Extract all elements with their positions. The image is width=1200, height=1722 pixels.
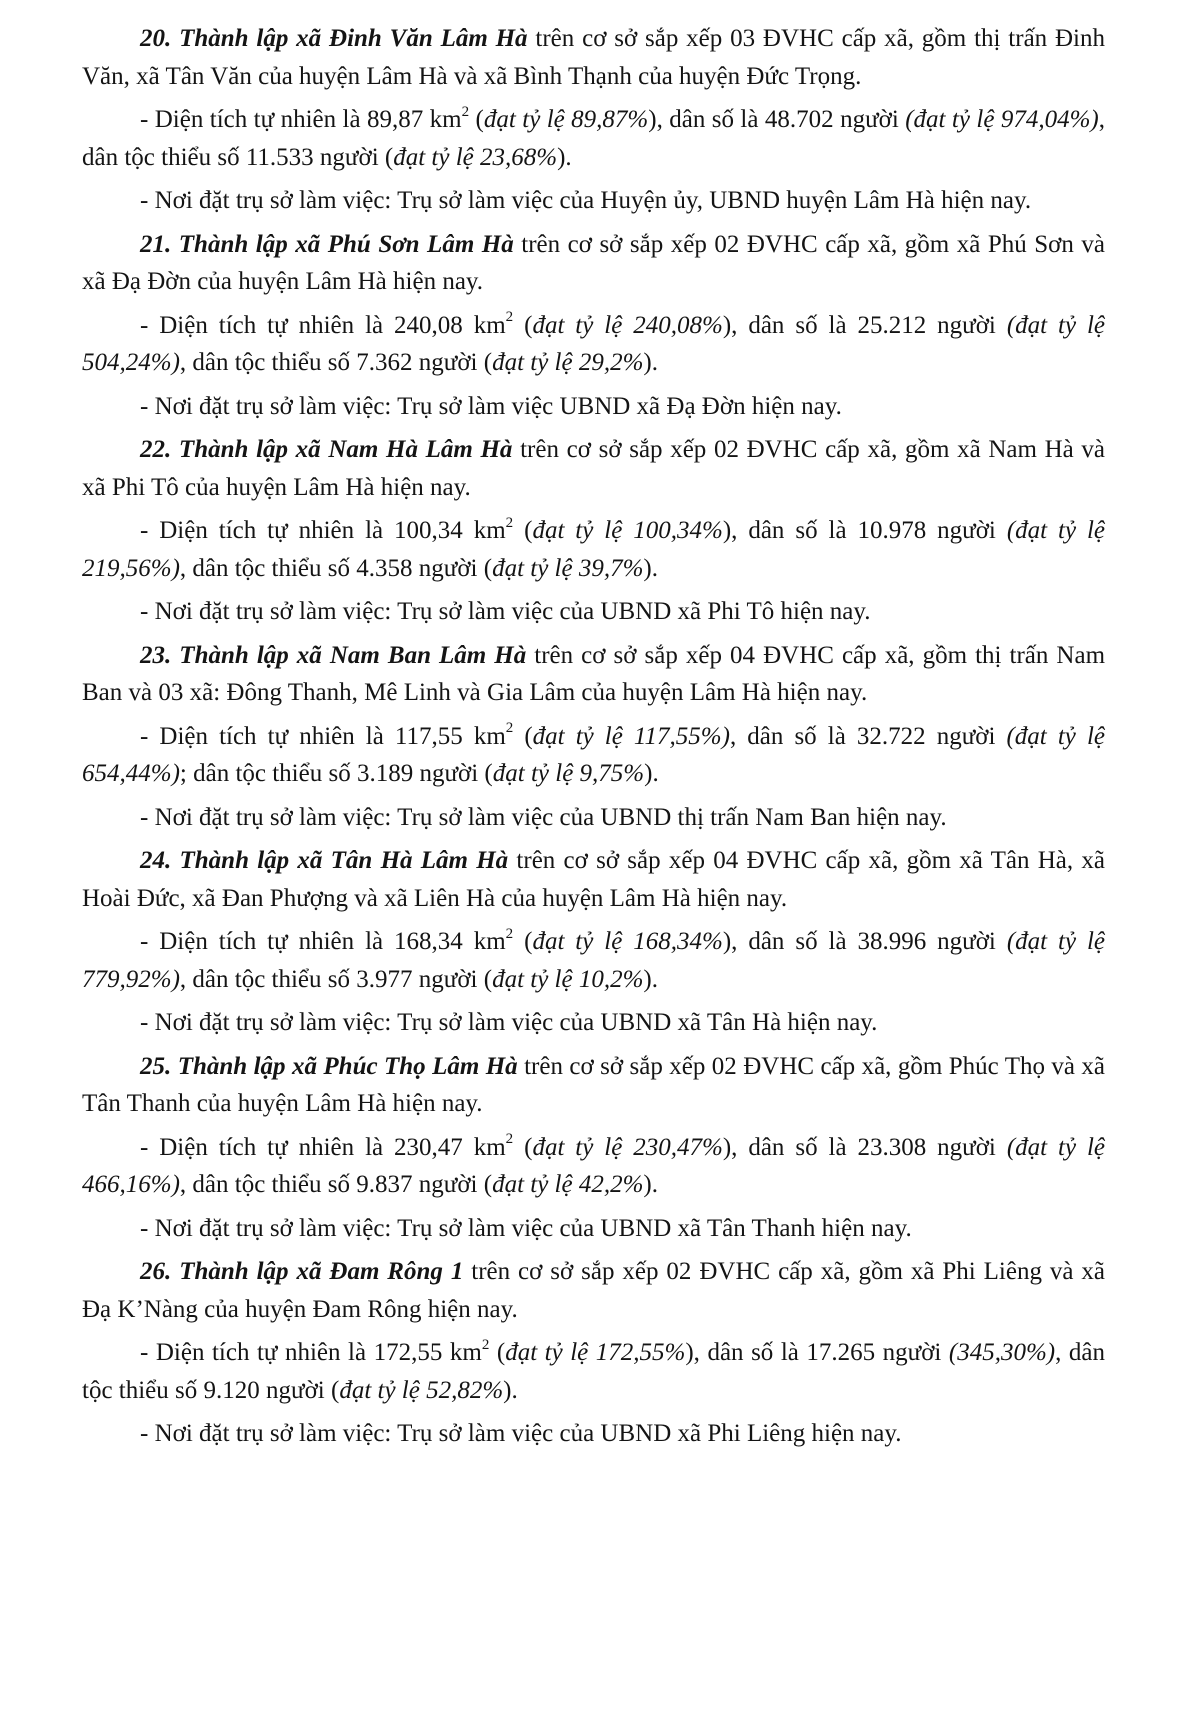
article-heading-paragraph <box>82 1048 1105 1123</box>
statistics-paragraph <box>82 923 1105 998</box>
area-ratio: đạt tỷ lệ 168,34% <box>532 928 723 955</box>
article-heading-paragraph <box>82 20 1105 95</box>
population-ratio: (đạt tỷ lệ 654,44%) <box>82 722 1105 787</box>
article-intro: trên cơ sở sắp xếp 04 ĐVHC cấp xã, gồm xã Tân Hà, xã Hoài Đức, xã Đan Phượng và xã Liên Hà của huyện Lâm Hà hiện nay. <box>82 847 1105 912</box>
area-ratio: đạt tỷ lệ 89,87% <box>483 106 649 133</box>
article-number: 23. <box>140 641 172 669</box>
article-intro: trên cơ sở sắp xếp 04 ĐVHC cấp xã, gồm thị trấn Nam Ban và 03 xã: Đông Thanh, Mê Linh và Gia Lâm của huyện Lâm Hà hiện nay. <box>82 641 1106 706</box>
area-ratio-close: ), dân số là <box>722 517 858 544</box>
area-value: 100,34 km <box>394 517 506 544</box>
area-label: - Diện tích tự nhiên là <box>140 311 395 339</box>
minority-ratio-close: ). <box>643 349 658 376</box>
article-number: 22. <box>140 436 172 463</box>
area-ratio-close: , dân số là <box>729 722 857 750</box>
area-label: - Diện tích tự nhiên là <box>140 722 395 750</box>
area-unit-superscript: 2 <box>505 1131 514 1148</box>
area-ratio-open: ( <box>489 1339 506 1366</box>
area-value: 117,55 km <box>394 722 506 750</box>
article-section <box>82 1048 1105 1248</box>
minority-ratio: đạt tỷ lệ 29,2% <box>492 349 644 376</box>
article-section <box>82 1253 1105 1453</box>
article-heading-paragraph <box>82 1253 1105 1328</box>
article-intro: trên cơ sở sắp xếp 03 ĐVHC cấp xã, gồm thị trấn Đinh Văn, xã Tân Văn của huyện Lâm Hà và xã Bình Thạnh của huyện Đức Trọng. <box>82 25 1106 90</box>
population-ratio: (đạt tỷ lệ 466,16%) <box>82 1133 1106 1198</box>
article-number: 24. <box>140 847 172 874</box>
minority-ratio-close: ). <box>644 760 659 787</box>
area-value: 172,55 km <box>373 1339 482 1366</box>
minority-ratio-close: ). <box>643 554 658 582</box>
article-title: Thành lập xã Đinh Văn Lâm Hà <box>179 25 528 52</box>
area-ratio-open: ( <box>469 106 484 133</box>
minority-value: 3.189 người ( <box>356 760 493 787</box>
article-intro: trên cơ sở sắp xếp 02 ĐVHC cấp xã, gồm xã Phi Liêng và xã Đạ K’Nàng của huyện Đam Rông hiện nay. <box>82 1258 1106 1323</box>
minority-label: , dân tộc thiểu số <box>179 349 357 376</box>
statistics-paragraph <box>82 512 1105 587</box>
area-ratio: đạt tỷ lệ 230,47% <box>532 1133 723 1161</box>
population-value: 38.996 người <box>857 928 1007 955</box>
article-section <box>82 20 1105 220</box>
area-unit-superscript: 2 <box>481 1336 490 1353</box>
area-ratio-open: ( <box>513 722 533 750</box>
area-ratio-close: ), dân số là <box>648 106 765 133</box>
area-label: - Diện tích tự nhiên là <box>140 928 395 955</box>
area-ratio-close: ), dân số là <box>685 1339 807 1366</box>
office-location-paragraph: - Nơi đặt trụ sở làm việc: Trụ sở làm việc của Huyện ủy, UBND huyện Lâm Hà hiện nay. <box>140 187 1032 214</box>
area-label: - Diện tích tự nhiên là <box>140 517 395 544</box>
minority-value: 9.837 người ( <box>356 1171 493 1198</box>
area-label: - Diện tích tự nhiên là <box>140 1133 395 1161</box>
minority-ratio: đạt tỷ lệ 52,82% <box>339 1376 504 1404</box>
office-location-paragraph: - Nơi đặt trụ sở làm việc: Trụ sở làm việc của UBND xã Phi Liêng hiện nay. <box>140 1420 902 1447</box>
office-location-paragraph: - Nơi đặt trụ sở làm việc: Trụ sở làm việc UBND xã Đạ Đờn hiện nay. <box>140 392 842 420</box>
area-value: 89,87 km <box>367 106 462 133</box>
article-title: Thành lập xã Phúc Thọ Lâm Hà <box>177 1052 518 1080</box>
article-title: Thành lập xã Tân Hà Lâm Hà <box>179 847 509 874</box>
population-value: 10.978 người <box>857 517 1007 544</box>
article-title: Thành lập xã Nam Hà Lâm Hà <box>178 436 513 463</box>
article-number: 25. <box>140 1052 172 1080</box>
area-unit-superscript: 2 <box>505 309 514 326</box>
article-section <box>82 226 1105 426</box>
area-ratio-open: ( <box>513 517 533 544</box>
population-ratio: (đạt tỷ lệ 974,04%) <box>905 106 1099 133</box>
article-number: 26. <box>140 1258 172 1285</box>
article-intro: trên cơ sở sắp xếp 02 ĐVHC cấp xã, gồm Phúc Thọ và xã Tân Thanh của huyện Lâm Hà hiện nay. <box>82 1052 1106 1117</box>
population-value: 48.702 người <box>764 106 906 133</box>
population-value: 17.265 người <box>806 1339 949 1366</box>
area-ratio-close: ), dân số là <box>722 1133 858 1161</box>
statistics-paragraph <box>82 1129 1105 1204</box>
article-title: Thành lập xã Đam Rông 1 <box>179 1258 464 1285</box>
office-location-paragraph: - Nơi đặt trụ sở làm việc: Trụ sở làm việc của UBND thị trấn Nam Ban hiện nay. <box>140 803 947 831</box>
minority-ratio-close: ). <box>503 1376 518 1404</box>
minority-ratio: đạt tỷ lệ 42,2% <box>492 1171 644 1198</box>
statistics-paragraph <box>82 307 1105 382</box>
population-ratio: (đạt tỷ lệ 779,92%) <box>82 928 1106 993</box>
minority-value: 11.533 người ( <box>245 143 394 171</box>
article-title: Thành lập xã Nam Ban Lâm Hà <box>179 641 527 669</box>
article-heading-paragraph <box>82 637 1105 712</box>
minority-ratio-close: ). <box>557 143 572 171</box>
minority-value: 4.358 người ( <box>356 554 493 582</box>
article-heading-paragraph <box>82 431 1105 506</box>
area-value: 230,47 km <box>394 1133 506 1161</box>
minority-ratio: đạt tỷ lệ 23,68% <box>393 143 558 171</box>
minority-label: ; dân tộc thiểu số <box>179 760 357 787</box>
population-value: 23.308 người <box>857 1133 1007 1161</box>
article-intro: trên cơ sở sắp xếp 02 ĐVHC cấp xã, gồm xã Nam Hà và xã Phi Tô của huyện Lâm Hà hiện nay. <box>82 436 1106 501</box>
minority-label: , dân tộc thiểu số <box>179 554 357 582</box>
minority-value: 9.120 người ( <box>203 1376 340 1404</box>
area-ratio: đạt tỷ lệ 117,55%) <box>532 722 730 750</box>
area-ratio-close: ), dân số là <box>722 928 858 955</box>
article-heading-paragraph <box>82 842 1105 917</box>
area-unit-superscript: 2 <box>461 103 470 120</box>
statistics-paragraph <box>82 718 1105 793</box>
area-label: - Diện tích tự nhiên là <box>140 1339 374 1366</box>
population-ratio: (345,30%) <box>948 1339 1056 1366</box>
article-number: 21. <box>140 230 172 258</box>
area-ratio-close: ), dân số là <box>722 311 858 339</box>
minority-value: 7.362 người ( <box>356 349 493 376</box>
area-value: 168,34 km <box>394 928 506 955</box>
minority-label: , dân tộc thiểu số <box>179 1171 357 1198</box>
population-ratio: (đạt tỷ lệ 504,24%) <box>82 311 1106 376</box>
minority-ratio-close: ). <box>643 965 658 993</box>
statistics-paragraph <box>82 101 1105 176</box>
population-value: 25.212 người <box>857 311 1007 339</box>
area-label: - Diện tích tự nhiên là <box>140 106 368 133</box>
area-ratio-open: ( <box>513 311 533 339</box>
population-ratio: (đạt tỷ lệ 219,56%) <box>82 517 1106 582</box>
minority-ratio: đạt tỷ lệ 10,2% <box>492 965 644 993</box>
area-ratio: đạt tỷ lệ 100,34% <box>532 517 723 544</box>
area-unit-superscript: 2 <box>505 925 514 942</box>
article-section <box>82 637 1105 837</box>
population-value: 32.722 người <box>856 722 1007 750</box>
office-location-paragraph: - Nơi đặt trụ sở làm việc: Trụ sở làm việc của UBND xã Phi Tô hiện nay. <box>140 598 871 625</box>
minority-ratio: đạt tỷ lệ 39,7% <box>492 554 644 582</box>
article-section <box>82 842 1105 1042</box>
minority-label: , dân tộc thiểu số <box>179 965 357 993</box>
area-ratio: đạt tỷ lệ 240,08% <box>532 311 723 339</box>
article-number: 20. <box>140 25 172 52</box>
minority-ratio: đạt tỷ lệ 9,75% <box>492 760 645 787</box>
minority-label: , dân tộc thiểu số <box>82 106 1105 171</box>
article-section <box>82 431 1105 631</box>
statistics-paragraph <box>82 1334 1105 1409</box>
area-ratio-open: ( <box>513 1133 533 1161</box>
office-location-paragraph: - Nơi đặt trụ sở làm việc: Trụ sở làm việc của UBND xã Tân Thanh hiện nay. <box>140 1214 912 1242</box>
minority-ratio-close: ). <box>643 1171 658 1198</box>
minority-value: 3.977 người ( <box>356 965 493 993</box>
article-title: Thành lập xã Phú Sơn Lâm Hà <box>178 230 514 258</box>
area-value: 240,08 km <box>394 311 506 339</box>
area-unit-superscript: 2 <box>505 720 514 737</box>
minority-label: , dân tộc thiểu số <box>82 1339 1106 1404</box>
area-ratio: đạt tỷ lệ 172,55% <box>505 1339 686 1366</box>
area-unit-superscript: 2 <box>505 514 514 531</box>
office-location-paragraph: - Nơi đặt trụ sở làm việc: Trụ sở làm việc của UBND xã Tân Hà hiện nay. <box>140 1009 878 1036</box>
article-intro: trên cơ sở sắp xếp 02 ĐVHC cấp xã, gồm xã Phú Sơn và xã Đạ Đờn của huyện Lâm Hà hiện nay. <box>82 230 1105 295</box>
area-ratio-open: ( <box>513 928 533 955</box>
article-heading-paragraph <box>82 226 1105 301</box>
